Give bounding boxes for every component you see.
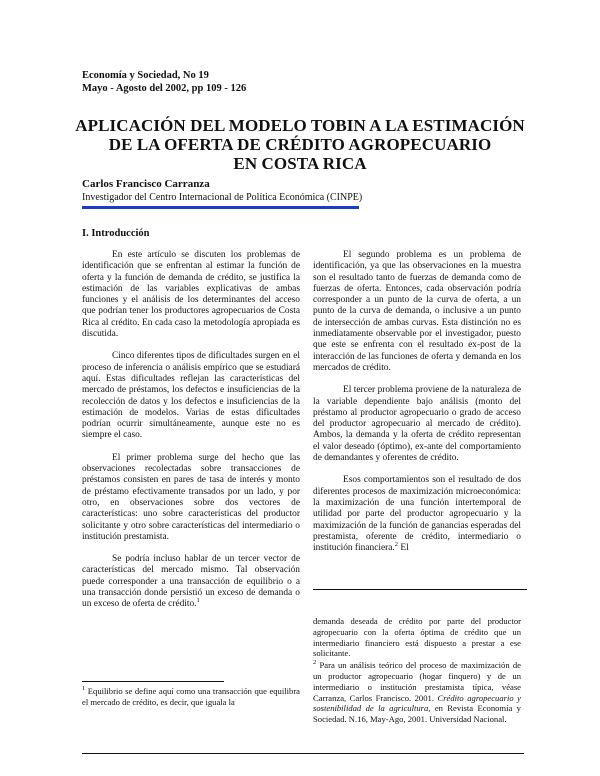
footnote-2-italic: Crédito agropecuario y sostenibilidad de la agricultura — [313, 692, 521, 714]
footnote-rule — [313, 589, 527, 590]
paragraph: El primer problema surge del hecho que las observaciones recolectadas sobre transacciones de préstamos consisten en pares de tasa de interés y monto de préstamo efectivamente transados por un lado, y por otro, en observaciones sobre dos vectores de características: uno sobre características del productor solicitante y otro sobre características del intermediario o institución prestamista. — [82, 452, 300, 542]
footnote-2-tail: , en Revista Economía y Sociedad. N.16, May-Ago, 2001. Universidad Nacional. — [313, 703, 521, 725]
author-name: Carlos Francisco Carranza — [82, 178, 210, 190]
author-divider — [82, 206, 359, 209]
paragraph: En este artículo se discuten los problemas de identificación que se enfrentan al estimar la función de oferta y la función de demanda de crédito, se justifica la estimación de las variables explicativas de ambas funciones y el análisis de los determinantes del acceso que podrían tener los productores agropecuarios de Costa Rica al crédito. En cada caso la metodología apropiada es discutida. — [82, 250, 300, 340]
paragraph-text: Se podría incluso hablar de un tercer vector de características del mercado mismo. Tal observación puede corresponder a una transacción de equilibrio o a una transacción donde persistió un exceso de demanda o un exceso de oferta de crédito. — [82, 554, 300, 610]
page-bottom-rule — [82, 753, 524, 754]
footnote-2 — [313, 660, 521, 725]
paragraph — [82, 554, 300, 610]
right-column — [313, 250, 521, 565]
author-affiliation: Investigador del Centro Internacional de Política Económica (CINPE) — [82, 192, 363, 203]
paragraph: Cinco diferentes tipos de dificultades surgen en el proceso de inferencia o análisis empírico que se estudiará aquí. Estas dificultades reflejan las características del mercado de préstamos, los defectos e insuficiencias de la recolección de datos y los defectos e insuficiencias de la estimación de modelos. Varias de estas dificultades podrían ocurrir simultáneamente, aunque este no es siempre el caso. — [82, 351, 300, 441]
paragraph-tail: El — [398, 543, 409, 554]
paragraph-text: Esos comportamientos son el resultado de dos diferentes procesos de maximización microeconómica: la maximización de una función intertemporal de utilidad por parte del productor agropecuario y la maximización de la función de ganancias esperadas del prestamista, oferente de crédito, intermediario o institución financiera. — [313, 475, 521, 554]
footnote-2-text: Para un análisis teórico del proceso de maximización de un productor agropecuario (hogar finquero) y de un intermediario o institución prestamista típica, véase Carranza, Carlos Francisco. 2001. — [313, 660, 521, 703]
footnote-mark-1: 1 — [82, 685, 86, 693]
footnote-rule — [82, 681, 224, 682]
title-line-3: EN COSTA RICA — [233, 154, 367, 173]
section-heading: I. Introducción — [82, 228, 150, 239]
footnote-ref-2: 2 — [394, 541, 398, 548]
title-line-1: APLICACIÓN DEL MODELO TOBIN A LA ESTIMACIÓN — [75, 116, 525, 135]
paragraph: El segundo problema es un problema de identificación, ya que las observaciones en la muestra son el resultado tanto de fuerzas de demanda como de fuerzas de oferta. Entonces, cada observación podría corresponder a un punto de la curva de oferta, a un punto de la curva de demanda, o inclusive a un punto de intersección de ambas curvas. Esta distinción no es inmediatamente observable por el investigador, puesto que este se enfrenta con el resultado ex-post de la interacción de las funciones de oferta y demanda en los mercados de crédito. — [313, 250, 521, 373]
title-line-2: DE LA OFERTA DE CRÉDITO AGROPECUARIO — [108, 135, 492, 154]
journal-issue: Economía y Sociedad, No 19 — [82, 70, 209, 81]
paragraph — [313, 475, 521, 554]
paper-title — [60, 116, 540, 173]
footnotes-right — [313, 616, 521, 726]
footnote-1 — [82, 686, 300, 709]
left-column — [82, 250, 300, 622]
footnote-ref-1: 1 — [196, 597, 200, 605]
journal-pages: Mayo - Agosto del 2002, pp 109 - 126 — [82, 83, 247, 94]
journal-citation — [82, 69, 246, 95]
paragraph: El tercer problema proviene de la naturaleza de la variable dependiente bajo análisis (monto del préstamo al productor agropecuario o grado de acceso del productor agropecuario al mercado de crédito). Ambos, la demanda y la oferta de crédito representan el valor deseado (óptimo), ex-ante del comportamiento de demandantes y oferentes de crédito. — [313, 385, 521, 464]
footnote-mark-2: 2 — [313, 659, 317, 667]
footnote-1-continued: demanda deseada de crédito por parte del productor agropecuario con la oferta óptima de crédito que un intermediario financiero está dispuesto a prestar a ese solicitante. — [313, 616, 521, 659]
footnote-1-text: Equilibrio se define aquí como una transacción que equilibra el mercado de crédito, es decir, que iguala la — [82, 686, 300, 707]
